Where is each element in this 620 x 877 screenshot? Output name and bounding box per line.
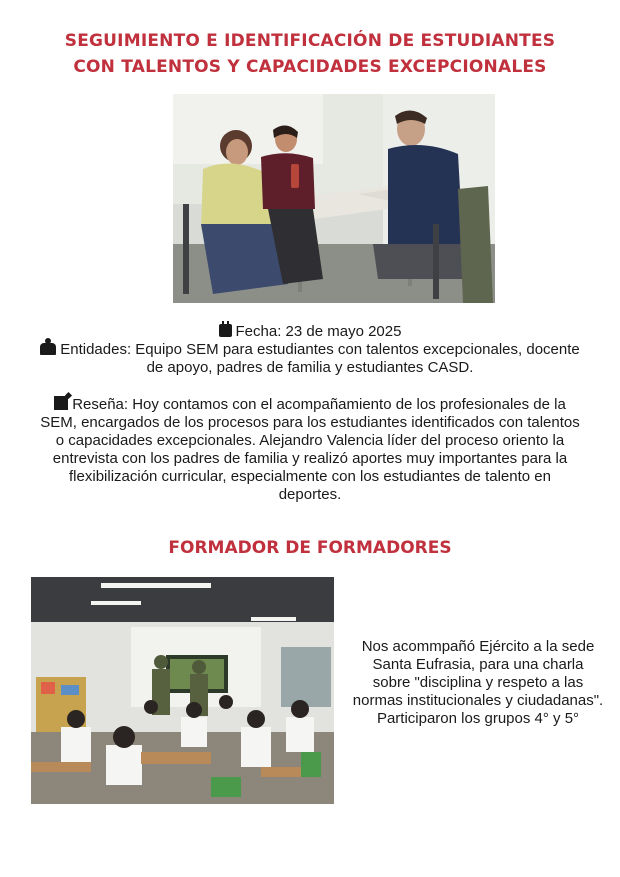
title-line-2: CON TALENTOS Y CAPACIDADES EXCEPCIONALES [73, 57, 547, 77]
section-title: FORMADOR DE FORMADORES [168, 538, 452, 558]
calendar-icon [219, 324, 232, 337]
title-line-1: SEGUIMIENTO E IDENTIFICACIÓN DE ESTUDIANTES [64, 31, 556, 51]
entities-text: Entidades: Equipo SEM para estudiantes con talentos excepcionales, docente de apoyo, padres de familia y estudiantes CASD. [60, 341, 580, 376]
event-details [40, 323, 580, 377]
classroom-photo [31, 577, 334, 804]
meeting-photo [173, 94, 495, 303]
date-text: Fecha: 23 de mayo 2025 [235, 323, 402, 340]
review-paragraph [40, 396, 580, 504]
review-text: Reseña: Hoy contamos con el acompañamiento de los profesionales de la SEM, encargados de los procesos para los estudiantes identificados con talentos o capacidades excepcionales. Alejandro Valencia líder del proceso oriento la entrevista con los padres de familia y realizó aportes muy importantes para la flexibilización curricular, especialmente con los estudiantes de talento en deportes. [40, 396, 580, 503]
people-icon [40, 343, 56, 355]
page-title [20, 28, 600, 80]
date-line [40, 323, 580, 341]
edit-icon [54, 396, 68, 410]
entities-line [40, 341, 580, 377]
photo-caption: Nos acommpañó Ejército a la sede Santa Eufrasia, para una charla sobre "disciplina y respeto a las normas institucionales y ciudadanas". Participaron los grupos 4° y 5° [352, 638, 604, 727]
